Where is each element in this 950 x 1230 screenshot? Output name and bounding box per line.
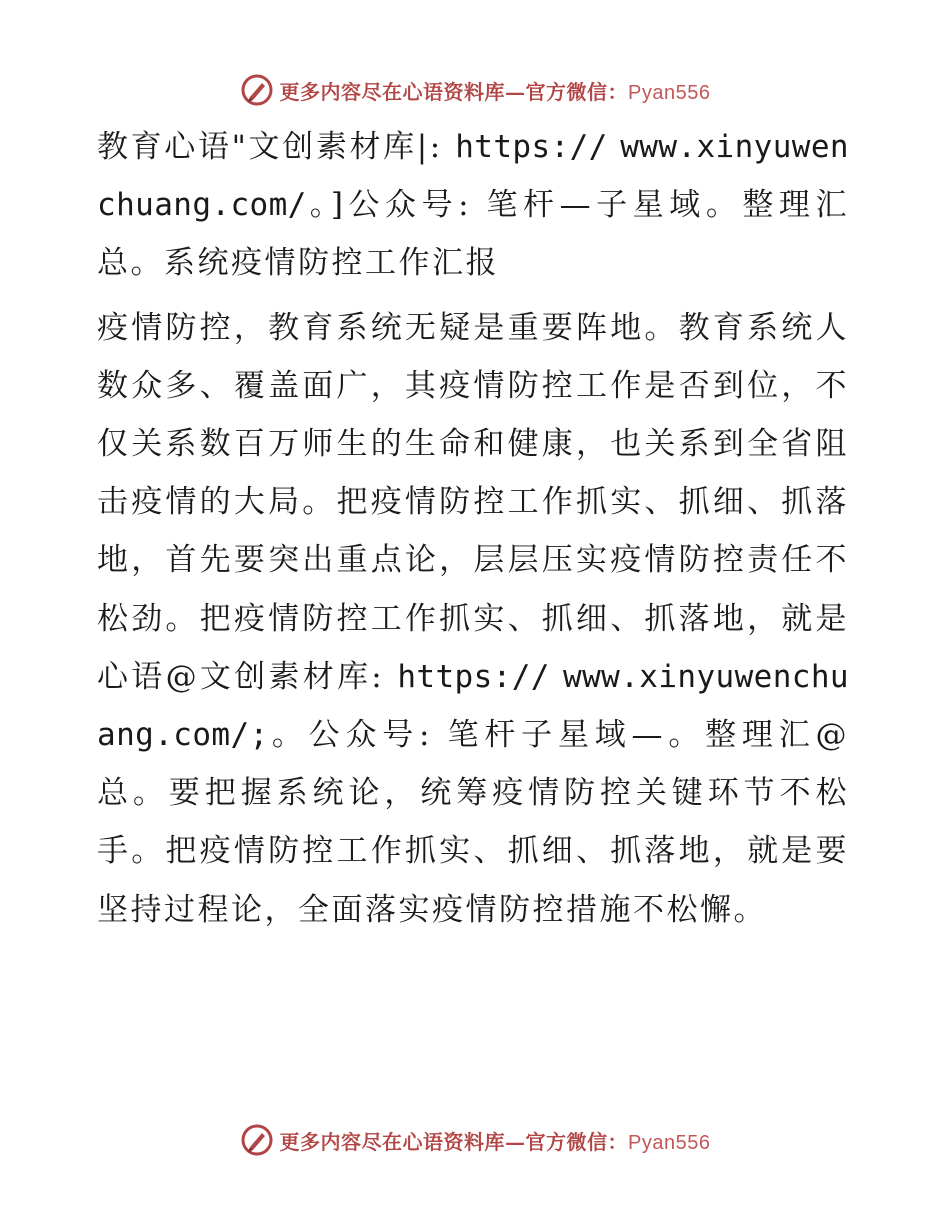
url-text: www.xinyuwenchuang.com/; [97, 658, 849, 754]
paragraph-1: 教育心语"文创素材库|: https:// www.xinyuwenchuang.com/。]公众号: 笔杆—子星域。整理汇总。系统疫情防控工作汇报 [97, 129, 849, 282]
pen-logo-icon [240, 73, 274, 107]
url-text: https:// [455, 129, 608, 165]
document-body [97, 118, 849, 939]
banner-text [280, 1126, 711, 1155]
banner-text [280, 76, 711, 105]
url-text: https:// [397, 658, 550, 695]
banner-wechat-label: 官方微信： [525, 1129, 629, 1154]
banner-wechat-id: Pyan556 [628, 1131, 711, 1154]
banner-wechat-label: 官方微信： [525, 79, 629, 104]
url-text: www.xinyuwenchuang.com/ [97, 129, 849, 224]
banner-dash: — [505, 1129, 526, 1154]
paragraph-2: 疫情防控，教育系统无疑是重要阵地。教育系统人数众多、覆盖面广，其疫情防控工作是否到位，不仅关系数百万师生的生命和健康，也关系到全省阻击疫情的大局。把疫情防控工作抓实、抓细、抓落地，首先要突出重点论，层层压实疫情防控责任不松劲。把疫情防控工作抓实、抓细、抓落地，就是心语@文创素材库: https:// www.xinyuwenchuang.com/;。公众号: 笔杆子星域—。整理汇@总。要把握系统论，统筹疫情防控关键环节不松手。把疫情防控工作抓实、抓细、抓落地，就是要坚持过程论，全面落实疫情防控措施不松懈。 [97, 309, 849, 928]
pen-logo-icon [240, 1123, 274, 1157]
banner-dash: — [505, 79, 526, 104]
header-banner [0, 70, 950, 110]
banner-title: 更多内容尽在心语资料库 [279, 79, 506, 104]
banner-wechat-id: Pyan556 [628, 81, 711, 104]
banner-title: 更多内容尽在心语资料库 [279, 1129, 506, 1154]
footer-banner [0, 1120, 950, 1160]
